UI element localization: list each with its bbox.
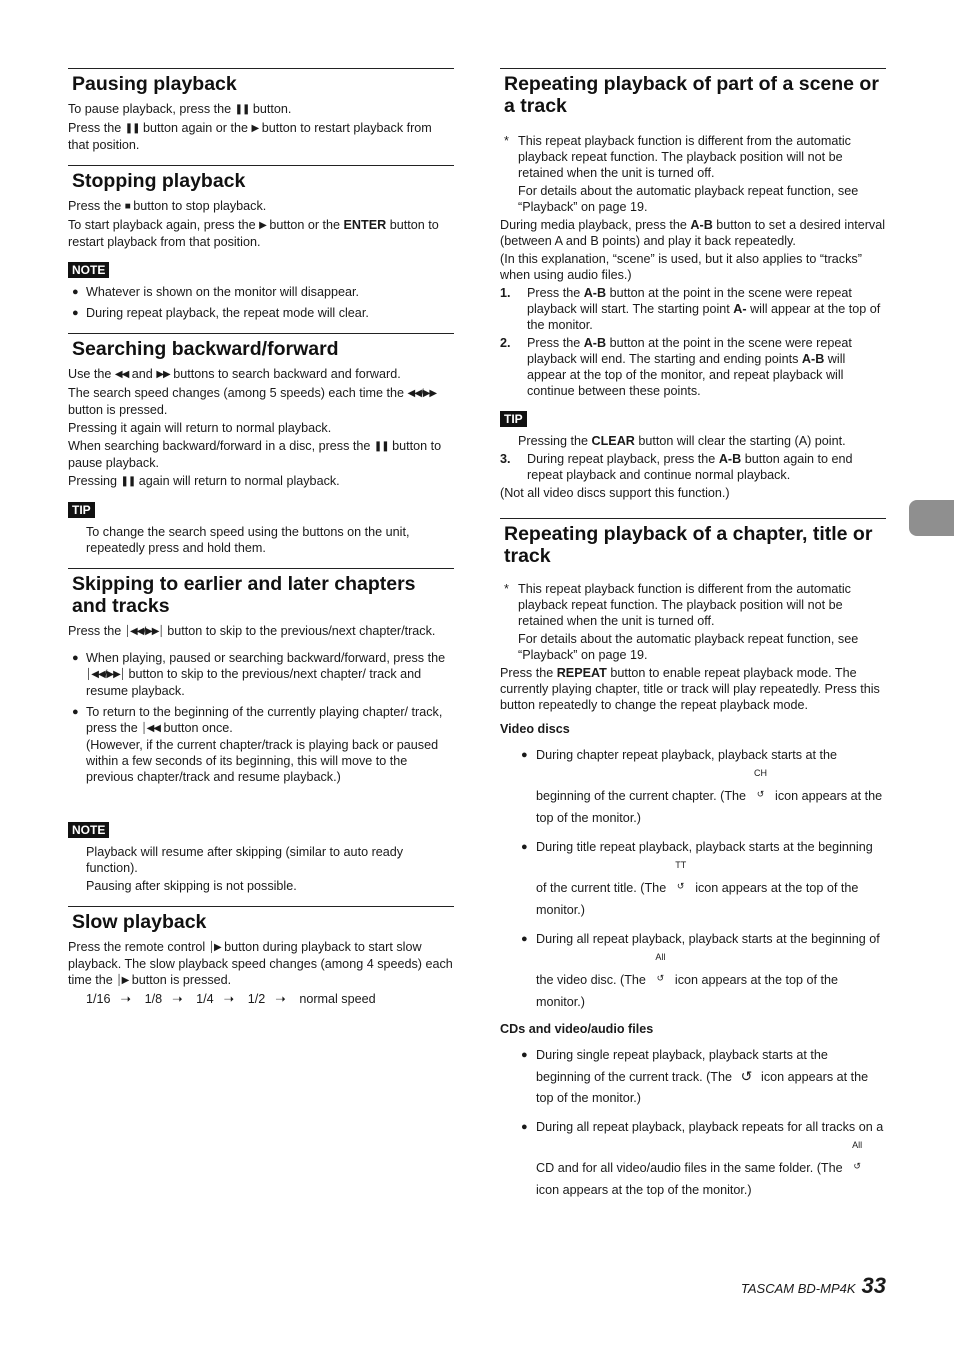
stop-icon: ■	[124, 201, 130, 212]
section-title: Repeating playback of part of a scene or a track	[504, 73, 879, 117]
rewind-forward-icon: ◀◀/▶▶	[407, 388, 437, 399]
step-1: 1. Press the A-B button at the point in the scene were repeat playback will start. The starting point A- will appear at the top of the monitor.	[500, 286, 881, 332]
subheading: CDs and video/audio files	[500, 1022, 654, 1036]
pause-icon: ❚❚	[373, 441, 389, 452]
pause-icon: ❚❚	[124, 123, 140, 134]
arrow-icon: ➝	[275, 992, 286, 1006]
play-icon: ▶	[259, 220, 266, 231]
page-number: 33	[861, 1273, 886, 1298]
list-item: ● During chapter repeat playback, playback starts at the beginning of the current chapter. (The CH ↺ icon appears at the top of the monitor.)	[518, 745, 886, 829]
note-label: NOTE	[68, 822, 109, 838]
list-item: ● To return to the beginning of the currently playing chapter/ track, press the │◀◀ button once. (However, if the current chapter/track is playing back or paused within a few seconds of its beginning, this will move to the previous chapter/track and resume playback.)	[68, 704, 454, 785]
list-item: ● During single repeat playback, playback starts at the beginning of the current track. (The ↺ icon appears at the top of the monitor.)	[518, 1045, 886, 1109]
section-ab-repeat: Repeating playback of part of a scene or a track * This repeat playback function is different from the automatic playback repeat function. The playback position will not be retained when the unit is turned off. For details about the automatic playback repeat function, see “Playback” on page 19. During media playback, press the A-B button to set a desired interval (between A and B points) and play it back repeatedly. (In this explanation, “scene” is used, but it also applies to “tracks” when using audio files.) 1. Press the A-B button at the point in the scene were repeat playback will start. The starting point A- will appear at the top of the monitor. 2. Press the A-B button at the point in the scene were repeat playback will end. The starting and ending points A-B will appear at the top of the monitor, and repeat playback will continue between these points. TIP Pressing the CLEAR button will clear the starting (A) point. 3. During repeat playback, press the A-B button again to end repeat playback and continue normal playback. (Not all video discs support this function.)	[500, 68, 886, 501]
note-label: NOTE	[68, 262, 109, 278]
skip-prev-next-icon: │◀◀/▶▶│	[124, 626, 164, 637]
list-item: ● Whatever is shown on the monitor will disappear.	[68, 284, 454, 300]
rewind-icon: ◀◀	[114, 369, 129, 380]
right-column	[500, 68, 886, 1209]
section-chapter-repeat: Repeating playback of a chapter, title or track * This repeat playback function is different from the automatic playback repeat function. The playback position will not be retained when the unit is turned off. For details about the automatic playback repeat function, see “Playback” on page 19. Press the REPEAT button to enable repeat playback mode. The currently playing chapter, title or track will play repeatedly. Press this button repeatedly to change the repeat playback mode. Video discs ● During chapter repeat playback, playback starts at the beginning of the current chapter. (The CH ↺ icon appears at the top of the monitor.) ● During title repeat playback, playback starts at the beginning of the current title. (The TT ↺ icon appears at the top of the monitor.) ● During all repeat playback, playback starts at the beginning of the video disc. (The All ↺ icon appears at the top of the monitor.) CDs and video/audio files ● During single repeat playback, playback starts at the beginning of the current track. (The ↺ icon appears at the top of the monitor.) ● During all repeat playback, playback repeats for all tracks on a CD and for all video/audio files in the same folder. (The All ↺ icon appears at the top of the monitor.)	[500, 518, 886, 1201]
subheading: Video discs	[500, 722, 570, 736]
tip-text: Pressing the CLEAR button will clear the starting (A) point.	[518, 434, 846, 448]
slow-play-icon: │▶	[208, 942, 221, 953]
speed-sequence: 1/16 ➝ 1/8 ➝ 1/4 ➝ 1/2 ➝ normal speed	[86, 992, 376, 1006]
repeat-all-icon: All ↺	[852, 1140, 863, 1171]
arrow-icon: ➝	[172, 992, 183, 1006]
repeat-single-icon: ↺	[740, 1068, 753, 1084]
section-title: Searching backward/forward	[72, 338, 339, 360]
section-skipping: Skipping to earlier and later chapters and tracks Press the │◀◀/▶▶│ button to skip to the previous/next chapter/track. ● When playing, paused or searching backward/forward, press the │◀◀/▶▶│ button to skip to the previous/next chapter/ track and resume playback. ● To return to the beginning of the currently playing chapter/ track, press the │◀◀ button once. (However, if the current chapter/track is playing back or paused within a few seconds of its beginning, this will move to the previous chapter/track and resume playback.) NOTE Playback will resume after skipping (similar to auto ready function). Pausing after skipping is not possible.	[68, 568, 454, 894]
step-2: 2. Press the A-B button at the point in the scene were repeat playback will end. The starting and ending points A-B will appear at the top of the monitor, and repeat playback will continue between these points.	[500, 336, 852, 398]
section-title: Skipping to earlier and later chapters and tracks	[72, 573, 416, 617]
repeat-chapter-icon: CH ↺	[754, 768, 768, 799]
section-title: Slow playback	[72, 911, 207, 933]
chapter-side-tab	[909, 500, 954, 536]
section-searching: Searching backward/forward Use the ◀◀ and ▶▶ buttons to search backward and forward. The search speed changes (among 5 speeds) each time the ◀◀/▶▶ button is pressed. Pressing it again will return to normal playback. When searching backward/forward in a disc, press the ❚❚ button to pause playback. Pressing ❚❚ again will return to normal playback. TIP To change the search speed using the buttons on the unit, repeatedly press and hold them.	[68, 333, 454, 556]
section-pausing: Pausing playback To pause playback, press the ❚❚ button. Press the ❚❚ button again or the ▶ button to restart playback from that position.	[68, 68, 454, 153]
list-item: ● During all repeat playback, playback starts at the beginning of the video disc. (The All ↺ icon appears at the top of the monitor.)	[518, 929, 886, 1013]
section-title: Repeating playback of a chapter, title or track	[504, 523, 873, 567]
pause-icon: ❚❚	[120, 476, 136, 487]
section-title: Stopping playback	[72, 170, 246, 192]
tip-label: TIP	[68, 502, 95, 518]
section-title: Pausing playback	[72, 73, 237, 95]
repeat-title-icon: TT ↺	[675, 860, 687, 891]
left-column	[68, 68, 454, 1009]
tip-label: TIP	[500, 411, 527, 427]
list-item: ● When playing, paused or searching backward/forward, press the │◀◀/▶▶│ button to skip to the previous/next chapter/ track and resume playback.	[68, 650, 454, 699]
list-item: ● During all repeat playback, playback repeats for all tracks on a CD and for all video/audio files in the same folder. (The All ↺ icon appears at the top of the monitor.)	[518, 1117, 886, 1201]
list-item: ● During title repeat playback, playback starts at the beginning of the current title. (The TT ↺ icon appears at the top of the monitor.)	[518, 837, 886, 921]
list-item: ● During repeat playback, the repeat mode will clear.	[68, 305, 454, 321]
arrow-icon: ➝	[120, 992, 132, 1006]
model-name: TASCAM BD-MP4K	[740, 1281, 856, 1296]
page-footer	[740, 1273, 886, 1298]
section-slow: Slow playback Press the remote control │▶ button during playback to start slow playback. The slow playback speed changes (among 4 speeds) each time the │▶ button is pressed. 1/16 ➝ 1/8 ➝ 1/4 ➝ 1/2 ➝ normal speed	[68, 906, 454, 1007]
tip-text: To change the search speed using the buttons on the unit, repeatedly press and hold them.	[86, 525, 410, 555]
fast-forward-icon: ▶▶	[156, 369, 170, 380]
skip-prev-next-icon: │◀◀/▶▶│	[86, 669, 126, 680]
pause-icon: ❚❚	[234, 104, 250, 115]
slow-play-icon: │▶	[116, 975, 129, 986]
repeat-all-icon: All ↺	[655, 952, 666, 983]
skip-prev-icon: │◀◀	[141, 723, 160, 734]
step-3: 3. During repeat playback, press the A-B button again to end repeat playback and continue normal playback.	[500, 452, 853, 482]
play-icon: ▶	[251, 123, 259, 134]
section-stopping: Stopping playback Press the ■ button to stop playback. To start playback again, press the ▶ button or the ENTER button to restart playback from that position. NOTE ● Whatever is shown on the monitor will disappear. ● During repeat playback, the repeat mode will clear.	[68, 165, 454, 321]
arrow-icon: ➝	[223, 992, 235, 1006]
